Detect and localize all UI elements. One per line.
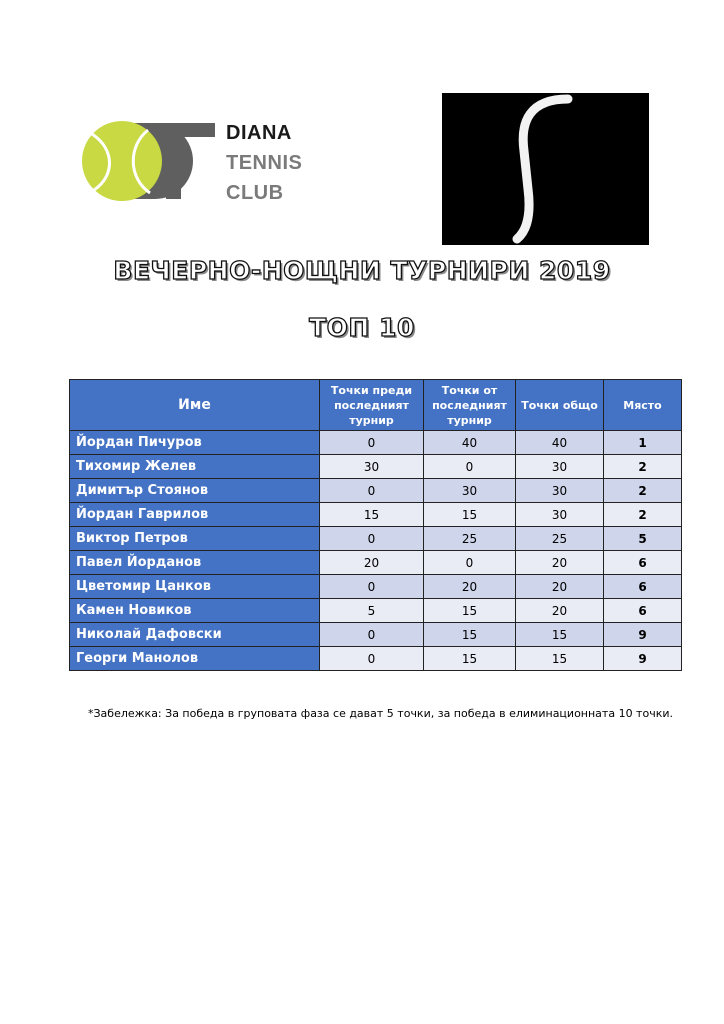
points-before: 20 bbox=[320, 551, 424, 575]
logo-text-club: CLUB bbox=[226, 182, 284, 204]
points-last: 25 bbox=[424, 527, 516, 551]
player-name: Йордан Гаврилов bbox=[70, 503, 320, 527]
swoosh-s-icon bbox=[442, 93, 649, 245]
points-before: 0 bbox=[320, 623, 424, 647]
place: 9 bbox=[604, 623, 682, 647]
column-header-points-last: Точки от последният турнир bbox=[424, 380, 516, 431]
logo-text-diana: DIANA bbox=[226, 122, 292, 144]
points-before: 0 bbox=[320, 431, 424, 455]
sponsor-logo bbox=[442, 93, 649, 245]
points-before: 0 bbox=[320, 527, 424, 551]
place: 1 bbox=[604, 431, 682, 455]
points-total: 15 bbox=[516, 623, 604, 647]
table-row bbox=[70, 647, 682, 671]
points-last: 40 bbox=[424, 431, 516, 455]
diana-tennis-club-logo bbox=[70, 94, 308, 236]
table-row bbox=[70, 479, 682, 503]
points-before: 0 bbox=[320, 575, 424, 599]
player-name: Йордан Пичуров bbox=[70, 431, 320, 455]
table-row bbox=[70, 527, 682, 551]
points-last: 15 bbox=[424, 503, 516, 527]
place: 2 bbox=[604, 503, 682, 527]
table-row bbox=[70, 503, 682, 527]
points-total: 30 bbox=[516, 503, 604, 527]
player-name: Димитър Стоянов bbox=[70, 479, 320, 503]
points-before: 15 bbox=[320, 503, 424, 527]
points-last: 30 bbox=[424, 479, 516, 503]
points-total: 40 bbox=[516, 431, 604, 455]
points-total: 25 bbox=[516, 527, 604, 551]
place: 2 bbox=[604, 479, 682, 503]
page-subtitle: ТОП 10 bbox=[309, 313, 415, 342]
player-name: Николай Дафовски bbox=[70, 623, 320, 647]
points-before: 0 bbox=[320, 647, 424, 671]
place: 6 bbox=[604, 575, 682, 599]
points-last: 15 bbox=[424, 647, 516, 671]
points-last: 20 bbox=[424, 575, 516, 599]
points-before: 5 bbox=[320, 599, 424, 623]
player-name: Камен Новиков bbox=[70, 599, 320, 623]
points-total: 30 bbox=[516, 479, 604, 503]
page-title: ВЕЧЕРНО-НОЩНИ ТУРНИРИ 2019 bbox=[113, 256, 611, 285]
points-last: 0 bbox=[424, 455, 516, 479]
footnote: *Забележка: За победа в груповата фаза се дават 5 точки, за победа в елиминационната 10 точки. bbox=[88, 707, 673, 720]
table-row bbox=[70, 575, 682, 599]
points-before: 30 bbox=[320, 455, 424, 479]
points-total: 20 bbox=[516, 575, 604, 599]
tennis-ball-dt-icon bbox=[70, 94, 220, 236]
points-last: 15 bbox=[424, 623, 516, 647]
place: 9 bbox=[604, 647, 682, 671]
player-name: Цветомир Цанков bbox=[70, 575, 320, 599]
place: 6 bbox=[604, 551, 682, 575]
place: 6 bbox=[604, 599, 682, 623]
player-name: Георги Манолов bbox=[70, 647, 320, 671]
column-header-points-before: Точки преди последният турнир bbox=[320, 380, 424, 431]
player-name: Павел Йорданов bbox=[70, 551, 320, 575]
logo-text-tennis: TENNIS bbox=[226, 152, 303, 174]
points-total: 30 bbox=[516, 455, 604, 479]
player-name: Виктор Петров bbox=[70, 527, 320, 551]
table-row bbox=[70, 455, 682, 479]
ranking-table bbox=[69, 379, 682, 671]
place: 2 bbox=[604, 455, 682, 479]
points-total: 15 bbox=[516, 647, 604, 671]
points-before: 0 bbox=[320, 479, 424, 503]
column-header-place: Място bbox=[604, 380, 682, 431]
column-header-points-total: Точки общо bbox=[516, 380, 604, 431]
table-row bbox=[70, 431, 682, 455]
points-last: 0 bbox=[424, 551, 516, 575]
table-row bbox=[70, 551, 682, 575]
player-name: Тихомир Желев bbox=[70, 455, 320, 479]
points-last: 15 bbox=[424, 599, 516, 623]
place: 5 bbox=[604, 527, 682, 551]
table-row bbox=[70, 623, 682, 647]
table-row bbox=[70, 599, 682, 623]
table-header-row bbox=[70, 380, 682, 431]
points-total: 20 bbox=[516, 599, 604, 623]
points-total: 20 bbox=[516, 551, 604, 575]
column-header-name: Име bbox=[70, 380, 320, 431]
